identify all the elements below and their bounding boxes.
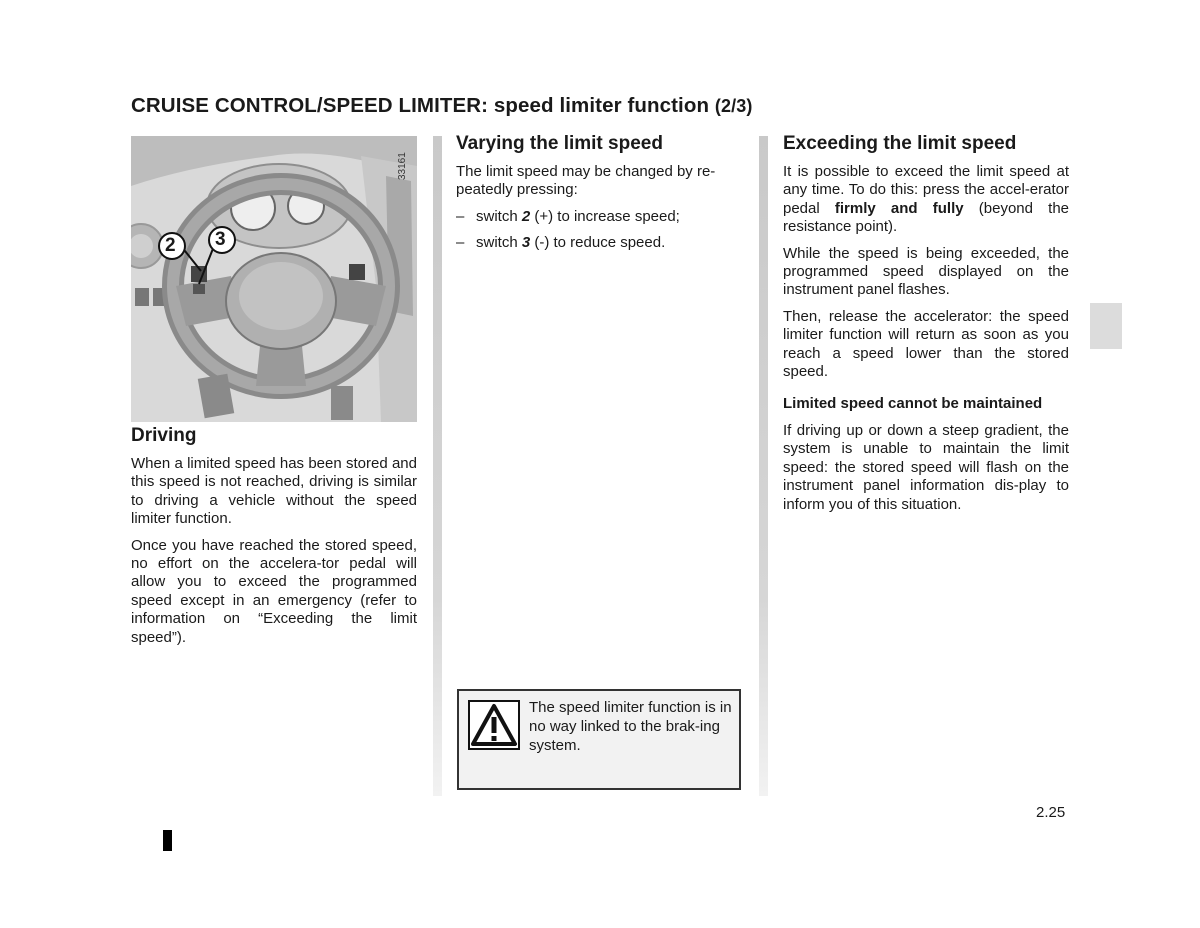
list-item-prefix: switch [476, 207, 522, 225]
switch-number: 3 [521, 234, 531, 252]
column-divider-left [433, 136, 442, 796]
exceeding-p1-end: (beyond the resistance point). [783, 199, 1069, 236]
page-title-part: (2/3) [714, 96, 753, 116]
exceeding-paragraph-3: Then, release the accelerator: the speed limiter function will return as soon as you reach a speed lower than the stored speed. [783, 307, 1069, 381]
driving-paragraph-1: When a limited speed has been stored and this speed is not reached, driving is similar to driving a vehicle without the speed limiter function. [131, 455, 417, 528]
warning-box [457, 689, 741, 790]
page-title-text: CRUISE CONTROL/SPEED LIMITER: speed limiter function [131, 94, 710, 117]
exceeding-heading: Exceeding the limit speed [783, 133, 1017, 154]
chapter-side-tab [1090, 303, 1122, 349]
callout-2-label: 2 [165, 235, 176, 256]
registration-mark [163, 830, 172, 851]
list-item-prefix: switch [476, 234, 522, 252]
page-title [131, 94, 752, 118]
list-item [456, 208, 743, 226]
exceeding-subheading: Limited speed cannot be maintained [783, 395, 1043, 413]
varying-heading: Varying the limit speed [456, 133, 663, 154]
page-number: 2.25 [1036, 804, 1066, 821]
list-item-suffix: (-) to reduce speed. [530, 234, 666, 252]
steering-wheel-illustration [131, 136, 417, 422]
exceeding-paragraph-1 [783, 163, 1069, 237]
list-item-suffix: (+) to increase speed; [530, 207, 680, 225]
varying-section [456, 133, 743, 261]
figure-code: 33161 [397, 152, 408, 180]
exceeding-paragraph-2: While the speed is being exceeded, the programmed speed displayed on the instrument panel flashes. [783, 244, 1069, 299]
column-divider-right [759, 136, 768, 796]
driving-paragraph-2: Once you have reached the stored speed, no effort on the accelera-tor pedal will allow you to exceed the programmed speed except in an emergency (refer to information on “Exceeding the limit speed”). [131, 536, 417, 646]
driving-section [131, 425, 417, 655]
steering-wheel-figure [131, 136, 417, 422]
exceeding-paragraph-4: If driving up or down a steep gradient, the system is unable to maintain the limit speed: the stored speed will flash on the instrument panel information dis-play to inform you of this situation. [783, 421, 1069, 513]
callout-3-label: 3 [215, 229, 226, 250]
exceeding-section [783, 133, 1069, 522]
warning-triangle-icon [468, 700, 520, 750]
switch-list [456, 208, 743, 253]
switch-number: 2 [521, 207, 531, 225]
exceeding-p1-start: It is possible to exceed the limit speed at any time. To do this: press the accel-erator pedal [783, 163, 1069, 217]
varying-intro: The limit speed may be changed by re-peatedly pressing: [456, 163, 716, 199]
list-item [456, 234, 743, 252]
warning-text: The speed limiter function is in no way linked to the brak-ing system. [529, 699, 732, 754]
exceeding-p1-bold: firmly and fully [834, 199, 964, 217]
driving-heading: Driving [131, 425, 197, 446]
